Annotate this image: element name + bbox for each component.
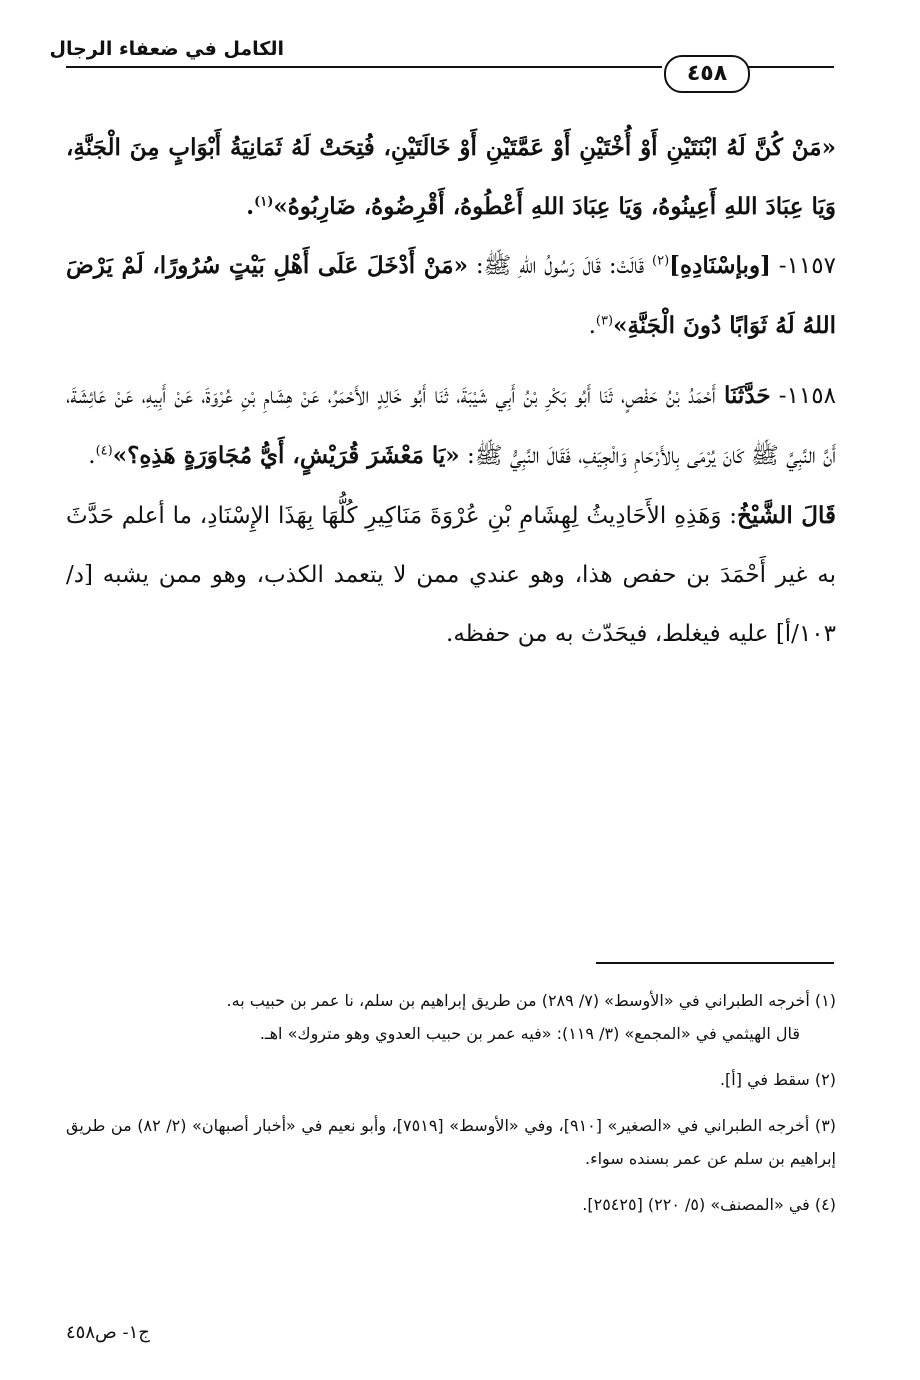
page-number: ٤٥٨ — [664, 55, 750, 93]
header-rule-left — [66, 66, 662, 68]
footnote-separator — [596, 962, 834, 964]
haddathana-label: حَدَّثَنَا — [723, 382, 771, 409]
footnote-4: (٤) في «المصنف» (٥/ ٢٢٠) [٢٥٤٢٥]. — [582, 1195, 836, 1214]
hadith-quote: «يَا مَعْشَرَ قُرَيْشٍ، أَيُّ مُجَاوَرَةٍ هَذِهِ؟» — [112, 442, 460, 469]
period: . — [88, 443, 96, 469]
footnote-1-line-a: (١) أخرجه الطبراني في «الأوسط» (٧/ ٢٨٩) من طريق إبراهيم بن سلم، نا عمر بن حبيب به. — [226, 991, 836, 1010]
footnote-2: (٢) سقط في [أ]. — [719, 1070, 836, 1089]
hadith-quote: «مَنْ كُنَّ لَهُ ابْنَتَيْنِ أَوْ أُخْتَيْنِ أَوْ عَمَّتَيْنِ أَوْ خَالَتَيْنِ، فُتِحَتْ لَهُ ثَمَانِيَةُ أَبْوَابٍ مِنَ الْجَنَّةِ، وَيَا عِبَادَ اللهِ أَعِينُوهُ، وَيَا عِبَادَ اللهِ أَعْطُوهُ، أَقْرِضُوهُ، ضَارِبُوهُ» — [66, 134, 836, 220]
hadith-number: ١١٥٧- — [770, 253, 836, 279]
paragraph-hadith-continuation — [66, 118, 836, 236]
paragraph-hadith-1158 — [66, 366, 836, 486]
hadith-quote: «مَنْ أَدْخَلَ عَلَى أَهْلِ بَيْتٍ سُرُورًا، لَمْ يَرْضَ اللهُ لَهُ ثَوَابًا دُونَ الْجَنَّةِ» — [66, 252, 836, 339]
footnote-3: (٣) أخرجه الطبراني في «الصغير» [٩١٠]، وفي «الأوسط» [٧٥١٩]، وأبو نعيم في «أخبار أصبهان» (٢/ ٨٢) من طريق إبراهيم بن سلم عن عمر بسنده سواء. — [66, 1116, 837, 1168]
page-reference: ج١- ص٤٥٨ — [66, 1322, 150, 1343]
narration-text: قَالَتْ: قَالَ رَسُولُ اللهِ ﷺ: — [467, 253, 652, 279]
period: . — [588, 313, 596, 339]
period: . — [246, 193, 255, 220]
comment-text: : وَهَذِهِ الأَحَادِيثُ لِهِشَامِ بْنِ عُرْوَةَ مَنَاكِيرِ كُلُّهَا بِهَذَا الإِسْنَادِ، ما أعلم حَدَّثَ به غير أَحْمَدَ بن حفص هذا، وهو عندي ممن لا يتعمد الكذب، وهو ممن يشبه [د/١٠٣/أ] عليه فيغلط، فيحَدّث به من حفظه. — [66, 503, 836, 647]
paragraph-hadith-1157 — [66, 236, 836, 356]
header-rule-right — [746, 66, 834, 68]
paragraph-shaykh-comment — [66, 486, 836, 664]
main-text — [66, 118, 836, 664]
isnad-label: [وبإسْنَادِهِ] — [669, 252, 771, 279]
footnote-ref-3: (٣) — [595, 313, 614, 329]
footnote-1-line-b: قال الهيثمي في «المجمع» (٣/ ١١٩): «فيه عمر بن حبيب العدوي وهو متروك» اهـ. — [259, 1024, 800, 1043]
running-title: الكامل في ضعفاء الرجال — [49, 38, 284, 60]
footnote-ref-4: (٤) — [95, 443, 113, 459]
narration-text: أَحْمَدُ بْنُ حَفْصٍ، ثَنَا أَبُو بَكْرِ بْنُ أَبِي شَيْبَةَ، ثَنَا أَبُو خَالِدٍ الأَحْمَرُ، عَنْ هِشَامِ بْنِ عُرْوَةَ، عَنْ أَبِيهِ، عَنْ عَائِشَةَ، أَنَّ النَّبِيَّ ﷺ كَانَ يُرْمَى بِالأَرْحَامِ وَالْجِيَفِ، فَقَالَ النَّبِيُّ ﷺ: — [66, 383, 836, 469]
footnote-ref-1: (١) — [254, 194, 274, 210]
hadith-number: ١١٥٨- — [770, 383, 836, 409]
footnote-ref-2: (٢) — [652, 253, 670, 269]
footnote-1 — [66, 984, 836, 1050]
shaykh-label: قَالَ الشَّيْخُ — [737, 502, 836, 529]
footnotes — [66, 984, 836, 1234]
